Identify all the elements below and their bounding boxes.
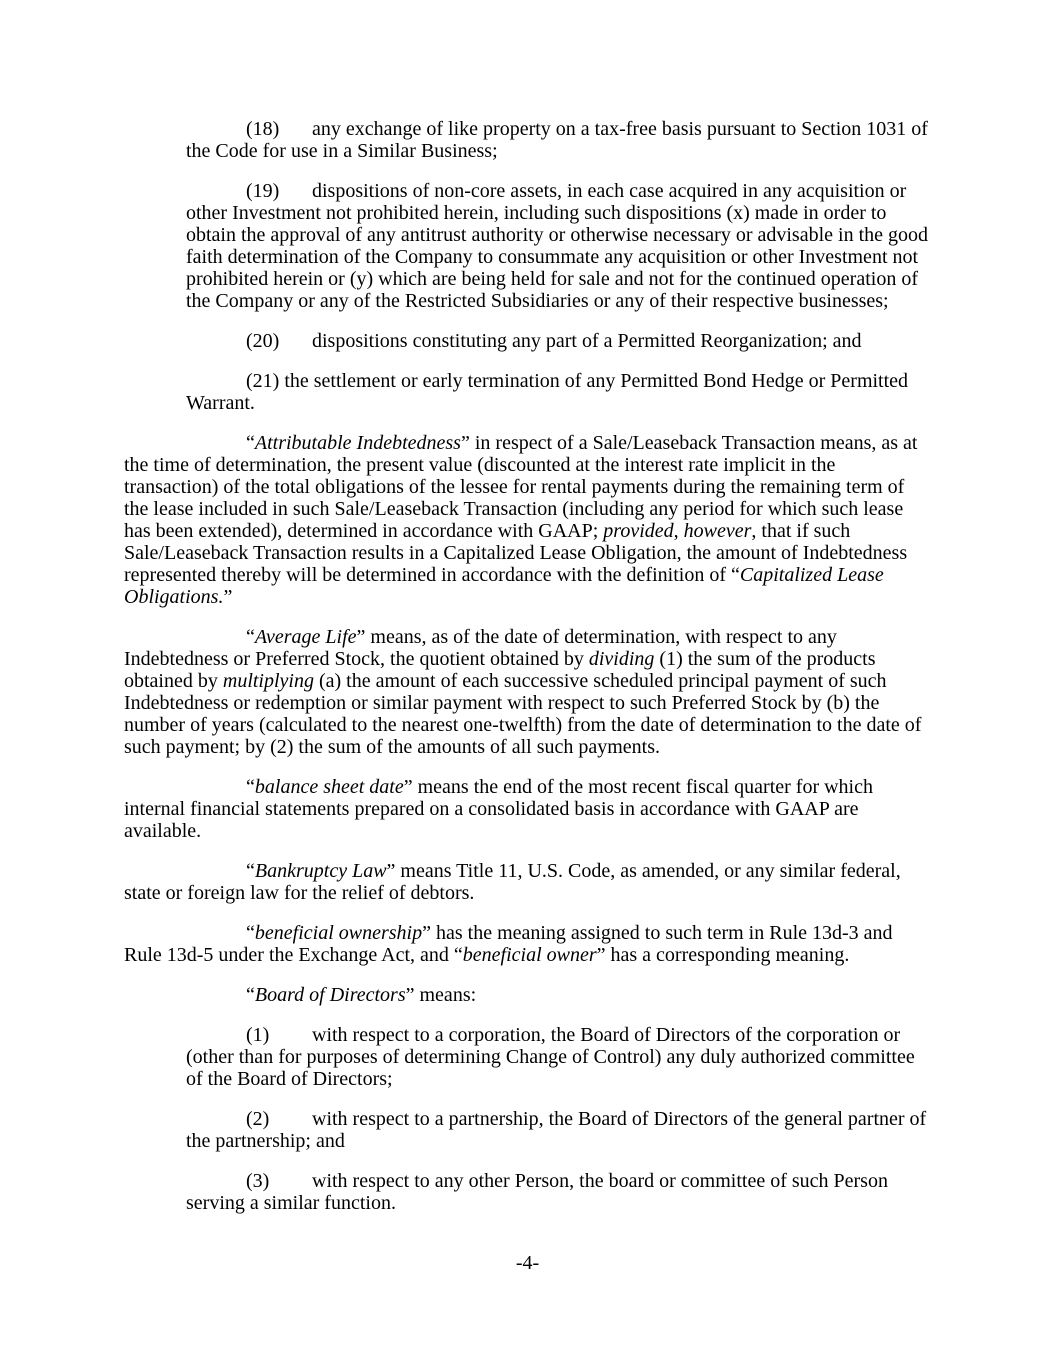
- text-segment: ” in respect of a Sale/Leaseback Transaction means, as at the time of determination, the present value (discounted at the interest rate implicit in the transaction) of the total obligations of the lessee for rental payments during the remaining term of the lease included in such Sale/Leaseback Transaction (including any period for which such lease has been extended), determined in accordance with GAAP;: [124, 432, 918, 542]
- paragraph: [186, 370, 931, 414]
- paragraph: [186, 180, 931, 312]
- defined-term: Average Life: [254, 626, 357, 648]
- text-segment: “: [246, 984, 255, 1006]
- defined-term: beneficial ownership: [254, 922, 423, 944]
- defined-term: Capitalized Lease Obligations.: [124, 564, 884, 608]
- text-segment: ”: [223, 586, 233, 608]
- page-number: -4-: [515, 1252, 540, 1274]
- text-segment: (1) the sum of the products obtained by: [124, 648, 876, 692]
- text-segment: “: [246, 432, 255, 454]
- paragraph: [124, 922, 931, 966]
- text-segment: dispositions of non-core assets, in each case acquired in any acquisition or other Investment not prohibited herein, including such dispositions (x) made in order to obtain the approval of any antitrust authority or otherwise necessary or advisable in the good faith determination of the Company to consummate any acquisition or other Investment not prohibited herein or (y) which are being held for sale and not for the continued operation of the Company or any of the Restricted Subsidiaries or any of their respective businesses;: [186, 180, 929, 312]
- defined-term: however: [683, 520, 752, 542]
- document-body: [124, 118, 931, 1214]
- defined-term: balance sheet date: [254, 776, 404, 798]
- paragraph: [186, 118, 931, 162]
- text-segment: with respect to a partnership, the Board of Directors of the general partner of the partnership; and: [186, 1108, 927, 1152]
- text-segment: “: [246, 626, 255, 648]
- clause-number: (2): [246, 1108, 270, 1130]
- paragraph: [124, 984, 931, 1006]
- text-segment: (a) the amount of each successive scheduled principal payment of such Indebtedness or redemption or similar payment with respect to such Preferred Stock by (b) the number of years (calculated to the nearest one-twelfth) from the date of determination to the date of such payment; by (2) the sum of the amounts of all such payments.: [124, 670, 922, 758]
- paragraph: [186, 1024, 931, 1090]
- text-segment: ” means, as of the date of determination, with respect to any Indebtedness or Preferred Stock, the quotient obtained by: [124, 626, 837, 670]
- defined-term: beneficial owner: [462, 944, 597, 966]
- text-segment: “: [246, 860, 255, 882]
- text-segment: any exchange of like property on a tax-free basis pursuant to Section 1031 of the Code for use in a Similar Business;: [186, 118, 928, 162]
- text-segment: , that if such Sale/Leaseback Transaction results in a Capitalized Lease Obligation, the amount of Indebtedness represented thereby will be determined in accordance with the definition of “: [124, 520, 908, 586]
- text-segment: ,: [673, 520, 684, 542]
- text-segment: with respect to any other Person, the board or committee of such Person serving a similar function.: [186, 1170, 888, 1214]
- text-segment: ” has a corresponding meaning.: [596, 944, 850, 966]
- paragraph: [186, 1108, 931, 1152]
- text-segment: with respect to a corporation, the Board of Directors of the corporation or (other than for purposes of determining Change of Control) any duly authorized committee of the Board of Directors;: [186, 1024, 915, 1090]
- defined-term: dividing: [588, 648, 655, 670]
- paragraph: [124, 432, 931, 608]
- paragraph: [186, 1170, 931, 1214]
- clause-number: (3): [246, 1170, 270, 1192]
- text-segment: ” means the end of the most recent fiscal quarter for which internal financial statements prepared on a consolidated basis in accordance with GAAP are available.: [124, 776, 873, 842]
- clause-number: (18): [246, 118, 280, 140]
- text-segment: “: [246, 922, 255, 944]
- paragraph: [124, 626, 931, 758]
- text-segment: ” means Title 11, U.S. Code, as amended, or any similar federal, state or foreign law for the relief of debtors.: [124, 860, 901, 904]
- defined-term: Board of Directors: [254, 984, 406, 1006]
- paragraph: [124, 860, 931, 904]
- defined-term: multiplying: [222, 670, 314, 692]
- text-segment: ” has the meaning assigned to such term in Rule 13d-3 and Rule 13d-5 under the Exchange Act, and “: [124, 922, 893, 966]
- defined-term: Attributable Indebtedness: [254, 432, 461, 454]
- page-footer: [124, 1252, 931, 1274]
- text-segment: (21) the settlement or early termination of any Permitted Bond Hedge or Permitted Warrant.: [186, 370, 909, 414]
- paragraph: [186, 330, 931, 352]
- text-segment: “: [246, 776, 255, 798]
- clause-number: (20): [246, 330, 280, 352]
- clause-number: (19): [246, 180, 280, 202]
- paragraph: [124, 776, 931, 842]
- defined-term: provided: [603, 520, 674, 542]
- clause-number: (1): [246, 1024, 270, 1046]
- text-segment: dispositions constituting any part of a Permitted Reorganization; and: [312, 330, 862, 352]
- defined-term: Bankruptcy Law: [254, 860, 387, 882]
- text-segment: ” means:: [405, 984, 477, 1006]
